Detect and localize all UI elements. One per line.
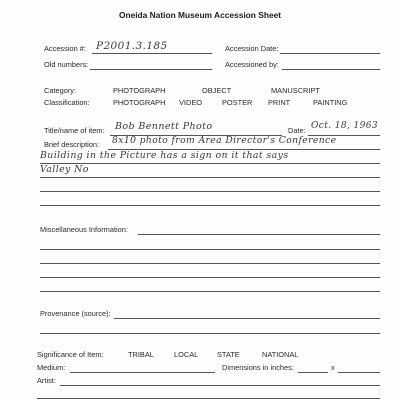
item-title-label: Title/name of item: [44,126,105,135]
old-numbers-field[interactable] [90,69,212,70]
medium-field[interactable] [70,372,215,373]
misc-line-5[interactable] [40,291,380,292]
brief-line-4[interactable] [40,191,380,192]
classification-option-photograph[interactable]: PHOTOGRAPH [113,98,166,107]
significance-option-tribal[interactable]: TRIBAL [128,350,154,359]
classification-label: Classification: [44,98,90,107]
provenance-line-1[interactable] [114,318,380,319]
brief-line-5[interactable] [40,205,380,206]
accession-number-value[interactable]: P2001.3.185 [96,40,168,52]
significance-option-state[interactable]: STATE [217,350,240,359]
classification-option-poster[interactable]: POSTER [222,98,253,107]
category-option-photograph[interactable]: PHOTOGRAPH [113,86,166,95]
accession-date-label: Accession Date: [225,44,279,53]
medium-label: Medium: [37,363,66,372]
artist-label: Artist: [37,376,56,385]
item-date-value[interactable]: Oct. 18, 1963 [311,121,379,131]
accession-number-line [92,53,212,54]
provenance-line-2[interactable] [40,333,380,334]
page-title: Oneida Nation Museum Accession Sheet [118,10,282,20]
brief-line-2 [40,163,380,164]
category-option-object[interactable]: OBJECT [202,86,232,95]
dimensions-height-field[interactable] [338,372,380,373]
accession-date-field[interactable] [280,53,380,54]
accessioned-by-label: Accessioned by: [225,60,279,69]
dimensions-x: x [331,363,335,372]
item-date-label: Date: [288,126,306,135]
dimensions-label: Dimensions in inches: [222,363,294,372]
misc-line-3[interactable] [40,263,380,264]
significance-option-national[interactable]: NATIONAL [262,350,299,359]
brief-description-label: Brief description: [44,140,100,149]
significance-label: Significance of Item: [37,350,104,359]
accessioned-by-field[interactable] [282,69,380,70]
provenance-label: Provenance (source): [40,309,111,318]
brief-description-line3[interactable]: Valley No [40,164,89,175]
classification-option-painting[interactable]: PAINTING [313,98,348,107]
significance-option-local[interactable]: LOCAL [174,350,199,359]
artist-line-2[interactable] [37,398,380,399]
brief-description-line2[interactable]: Building in the Picture has a sign on it that says [40,150,289,161]
dimensions-width-field[interactable] [298,372,328,373]
misc-info-label: Miscellaneous Information: [40,225,128,234]
category-option-manuscript[interactable]: MANUSCRIPT [271,86,320,95]
category-label: Category: [44,86,77,95]
classification-option-print[interactable]: PRINT [268,98,291,107]
brief-line-3 [40,177,380,178]
misc-line-4[interactable] [40,277,380,278]
item-title-value[interactable]: Bob Bennett Photo [115,121,213,132]
misc-line-1[interactable] [138,234,380,235]
classification-option-video[interactable]: VIDEO [179,98,202,107]
misc-line-2[interactable] [40,249,380,250]
old-numbers-label: Old numbers: [44,60,89,69]
brief-description-line1[interactable]: 8x10 photo from Area Director's Conference [112,135,337,146]
artist-field[interactable] [60,385,380,386]
accession-number-label: Accession #: [44,44,86,53]
